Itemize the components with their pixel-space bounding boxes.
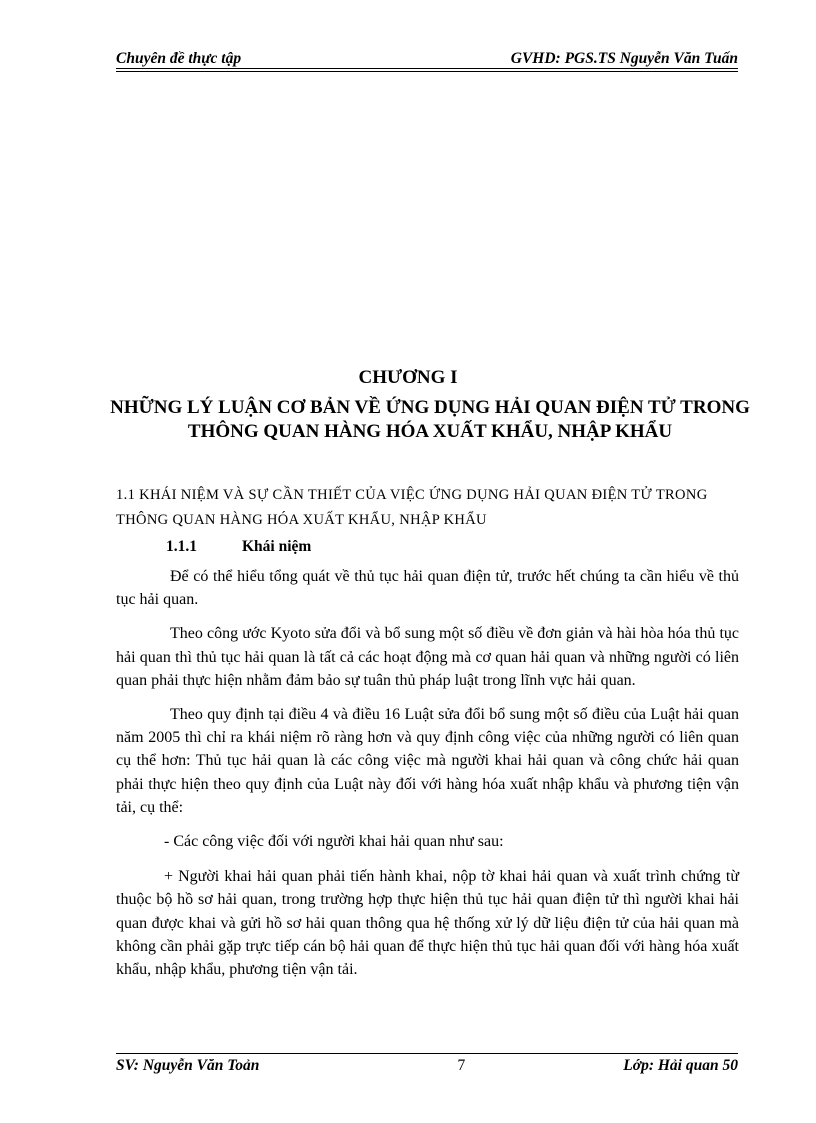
chapter-title: NHỮNG LÝ LUẬN CƠ BẢN VỀ ỨNG DỤNG HẢI QUAN ĐIỆN TỬ TRONG THÔNG QUAN HÀNG HÓA XUẤT KHẨU, NHẬP KHẨU — [110, 397, 750, 442]
header-rule-bottom — [116, 71, 738, 72]
subsection-number: 1.1.1 — [166, 538, 197, 555]
footer-rule — [116, 1053, 738, 1054]
list-item-dash: - Các công việc đối với người khai hải quan như sau: — [164, 833, 504, 851]
footer-class: Lớp: Hải quan 50 — [623, 1057, 738, 1074]
page-header — [116, 46, 738, 68]
header-title: Chuyên đề thực tập — [116, 50, 242, 67]
section-heading: 1.1 KHÁI NIỆM VÀ SỰ CẦN THIẾT CỦA VIỆC ỨNG DỤNG HẢI QUAN ĐIỆN TỬ TRONG THÔNG QUAN HÀNG HÓA XUẤT KHẨU, NHẬP KHẨU — [116, 487, 708, 528]
chapter-label: CHƯƠNG I — [358, 367, 458, 388]
header-supervisor: GVHD: PGS.TS Nguyễn Văn Tuấn — [510, 50, 738, 67]
list-item-plus: + Người khai hải quan phải tiến hành khai, nộp tờ khai hải quan và xuất trình chứng từ thuộc bộ hồ sơ hải quan, trong trường hợp thực hiện thủ tục hải quan điện tử thì người khai hải quan được khai và gửi hồ sơ hải quan thông qua hệ thống xử lý dữ liệu điện tử của hải quan mà không cần phải gặp trực tiếp cán bộ hải quan để thực hiện thủ tục hải quan đối với hàng hóa xuất khẩu, nhập khẩu, phương tiện vận tải. — [116, 868, 739, 979]
paragraph: Theo quy định tại điều 4 và điều 16 Luật sửa đổi bổ sung một số điều của Luật hải quan năm 2005 thì chỉ ra khái niệm rõ ràng hơn và quy định công việc của những người có liên quan cụ thể hơn: Thủ tục hải quan là các công việc mà người khai hải quan và công chức hải quan phải thực hiện theo quy định của Luật này đối với hàng hóa xuất nhập khẩu và phương tiện vận tải, cụ thể: — [116, 706, 739, 816]
paragraph: Để có thể hiểu tổng quát về thủ tục hải quan điện tử, trước hết chúng ta cần hiểu về thủ tục hải quan. — [116, 568, 739, 609]
subsection-title: Khái niệm — [242, 538, 312, 555]
page-number: 7 — [457, 1057, 466, 1074]
header-rule-top — [116, 68, 738, 69]
subsection-heading — [166, 538, 311, 556]
paragraph: Theo công ước Kyoto sửa đổi và bổ sung một số điều về đơn giản và hài hòa hóa thủ tục hải quan thì thủ tục hải quan là tất cả các hoạt động mà cơ quan hải quan và những người có liên quan phải thực hiện nhằm đảm bảo sự tuân thủ pháp luật trong lĩnh vực hải quan. — [116, 625, 739, 689]
footer-student: SV: Nguyễn Văn Toản — [116, 1057, 260, 1074]
body-text — [116, 565, 739, 992]
page-footer — [116, 1055, 738, 1077]
